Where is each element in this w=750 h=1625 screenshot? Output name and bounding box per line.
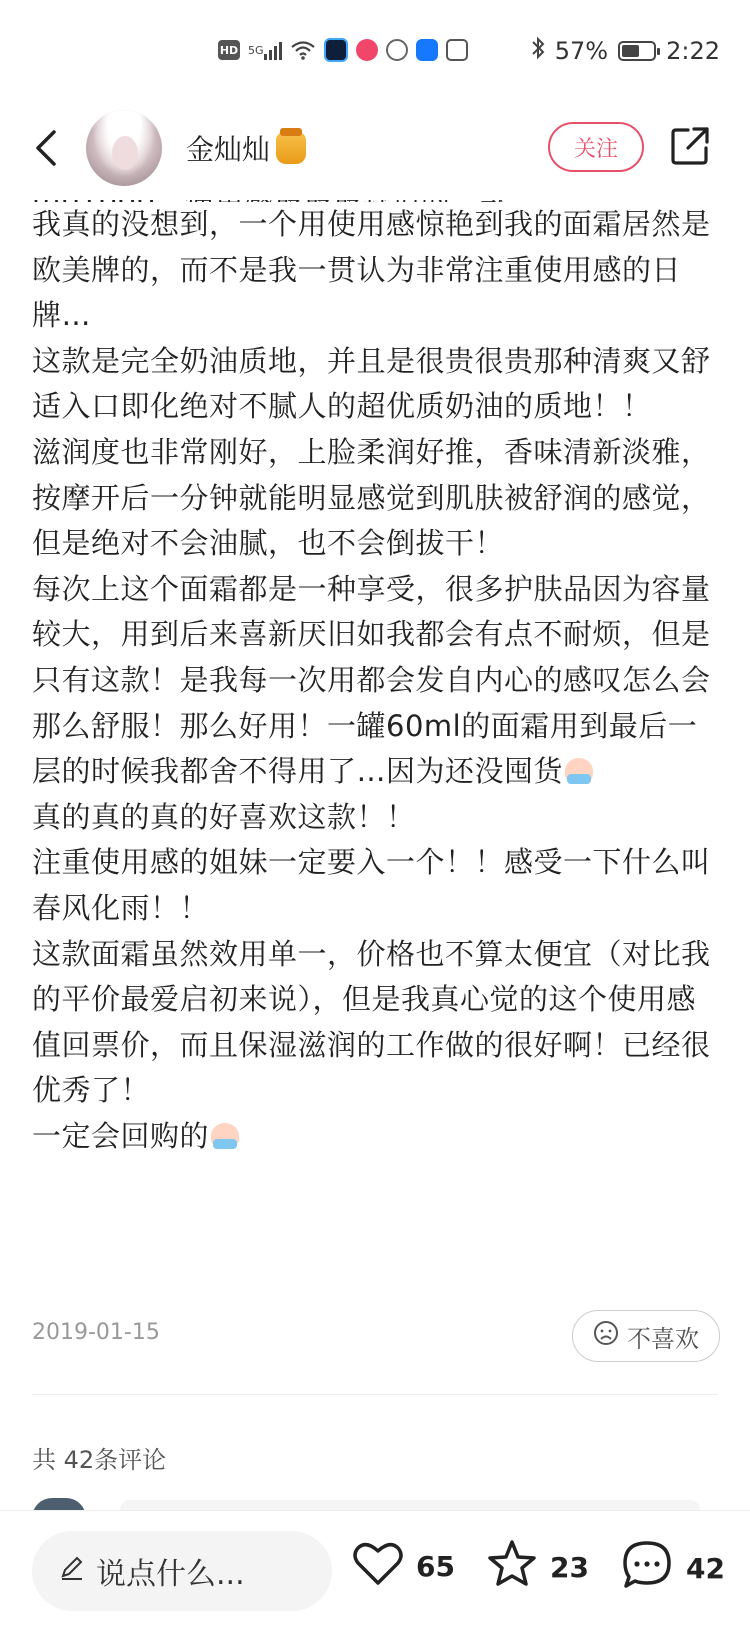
dislike-label: 不喜欢 xyxy=(627,1324,699,1353)
heart-icon xyxy=(352,1539,404,1594)
app-notification-icon xyxy=(356,39,378,61)
sad-face-icon xyxy=(593,1320,619,1352)
post-paragraph-with-emoji xyxy=(32,1114,722,1160)
status-bar xyxy=(0,0,750,100)
chat-bubble-icon xyxy=(620,1539,674,1598)
bottom-action-bar xyxy=(0,1510,750,1625)
lightbulb-app-icon xyxy=(416,39,438,61)
avatar[interactable] xyxy=(86,110,162,186)
comment-input-placeholder: 说点什么... xyxy=(96,1557,245,1592)
post-body xyxy=(32,178,722,1159)
clock: 2:22 xyxy=(666,37,720,65)
author-name[interactable]: 金灿灿 xyxy=(186,133,271,166)
battery-level xyxy=(622,45,639,57)
bluetooth-icon xyxy=(531,36,545,66)
post-paragraph: 注重使用感的姐妹一定要入一个！！感受一下什么叫春风化雨！！ xyxy=(32,845,711,925)
wifi-icon xyxy=(290,40,316,60)
comment-button[interactable] xyxy=(620,1539,725,1598)
post-paragraph-with-emoji xyxy=(32,567,722,795)
status-icons-right xyxy=(531,36,720,66)
share-icon[interactable] xyxy=(668,124,712,168)
app-notification-icon xyxy=(324,38,348,62)
app-notification-icon xyxy=(386,39,408,61)
divider xyxy=(32,1394,718,1395)
comment-input[interactable] xyxy=(32,1531,332,1611)
comment-total: 42 xyxy=(686,1552,725,1585)
post-date: 2019-01-15 xyxy=(32,1320,160,1345)
post-paragraph: 滋润度也非常刚好，上脸柔润好推，香味清新淡雅，按摩开后一分钟就能明显感觉到肌肤被舒润的感觉，但是绝对不会油腻，也不会倒拔干！ xyxy=(32,434,711,561)
battery-icon xyxy=(618,41,656,61)
favorite-count: 23 xyxy=(550,1551,589,1584)
post-paragraph: 这款是完全奶油质地，并且是很贵很贵那种清爽又舒适入口即化绝对不腻人的超优质奶油的质地！！ xyxy=(32,343,711,424)
comment-count: 共 42条评论 xyxy=(32,1446,167,1474)
favorite-button[interactable] xyxy=(486,1539,589,1596)
hd-icon: HD xyxy=(218,40,240,60)
cellular-signal-icon: 5G xyxy=(248,40,282,60)
like-count: 65 xyxy=(416,1550,455,1583)
battery-percent: 57% xyxy=(554,37,609,65)
post-paragraph: 一定会回购的 xyxy=(32,1118,210,1153)
crying-emoji-icon xyxy=(565,758,593,784)
follow-button[interactable]: 关注 xyxy=(548,122,644,172)
author-name-row[interactable] xyxy=(186,128,306,168)
pen-icon xyxy=(58,1553,86,1589)
back-arrow-icon[interactable] xyxy=(28,124,68,172)
status-icons-left xyxy=(218,38,468,62)
post-paragraph: 每次上这个面霜都是一种享受，很多护肤品因为容量较大，用到后来喜新厌旧如我都会有点不耐烦，但是只有这款！是我每一次用都会发自内心的感叹怎么会那么舒服！那么好用！一罐60ml的面霜用到最后一层的时候我都舍不得用了…因为还没囤货 xyxy=(32,571,711,789)
like-button[interactable] xyxy=(352,1539,455,1594)
app-notification-icon xyxy=(446,39,468,61)
star-icon xyxy=(486,1539,538,1596)
post-paragraph: 这款面霜虽然效用单一，价格也不算太便宜（对比我的平价最爱启初来说），但是我真心觉的这个使用感值回票价，而且保湿滋润的工作做的很好啊！已经很优秀了！ xyxy=(32,936,711,1108)
honey-jar-icon xyxy=(276,132,306,164)
post-paragraph: 我真的没想到，一个用使用感惊艳到我的面霜居然是欧美牌的，而不是我一贯认为非常注重使用感的日牌… xyxy=(32,207,711,333)
crying-emoji-icon xyxy=(211,1123,239,1149)
dislike-button[interactable] xyxy=(572,1310,720,1362)
post-paragraph: 真的真的真的好喜欢这款！！ xyxy=(32,799,416,834)
